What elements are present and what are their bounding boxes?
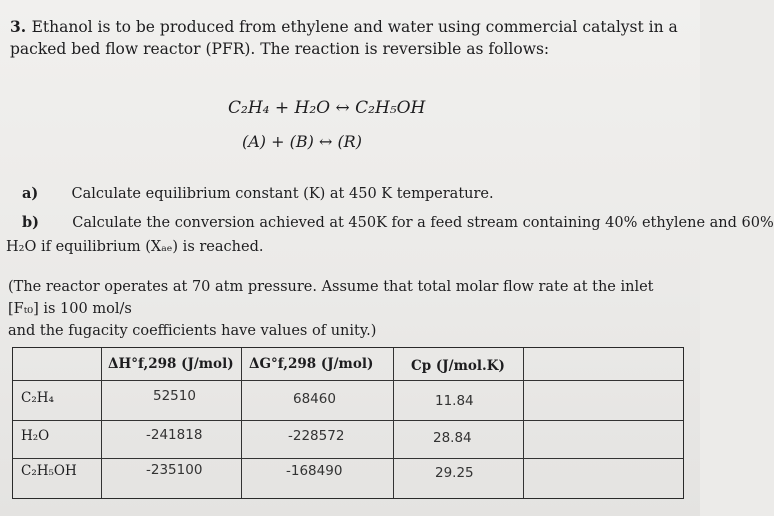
header-dH: ΔH°f,298 (J/mol) [108,356,234,372]
part-a [22,184,494,204]
problem-statement [10,16,680,60]
row-1-dH: 52510 [153,388,196,404]
row-3-species: C₂H₅OH [21,463,77,479]
part-a-label: a) [22,185,39,202]
row-1-dG: 68460 [293,391,336,407]
thermo-data-table [12,347,684,499]
problem-text: Ethanol is to be produced from ethylene and water using commercial catalyst in a packed bed flow reactor (PFR). The reaction is reversible as follows: [10,18,678,58]
row-1-species: C₂H₄ [21,390,54,406]
row-3-dH: -235100 [146,462,203,478]
row-2-species: H₂O [21,428,50,444]
part-b [22,213,774,233]
reactor-note [8,276,678,342]
row-2-cp: 28.84 [433,430,472,446]
part-b-text: Calculate the conversion achieved at 450K for a feed stream containing 40% ethylene and 60% [72,215,774,231]
problem-number: 3. [10,17,27,36]
row-3-dG: -168490 [286,463,343,479]
note-line-2: and the fugacity coefficients have values of unity.) [8,323,377,339]
reaction-equation: C₂H₄ + H₂O ↔ C₂H₅OH [228,98,426,118]
header-dG: ΔG°f,298 (J/mol) [249,356,374,372]
part-b-label: b) [22,214,39,231]
part-b-continued [6,237,263,257]
row-3-cp: 29.25 [435,465,474,481]
part-b-text-continued: H₂O if equilibrium (Xₐₑ) is reached. [6,239,264,255]
row-2-dG: -228572 [288,428,345,444]
part-a-text: Calculate equilibrium constant (K) at 450 K temperature. [71,186,494,202]
note-line-1: (The reactor operates at 70 atm pressure. Assume that total molar flow rate at the inlet [Fₜ₀] is 100 mol/s [8,279,654,317]
header-cp: Cp (J/mol.K) [411,358,505,374]
row-1-cp: 11.84 [435,393,474,409]
reaction-labels: (A) + (B) ↔ (R) [242,132,362,151]
row-2-dH: -241818 [146,427,203,443]
